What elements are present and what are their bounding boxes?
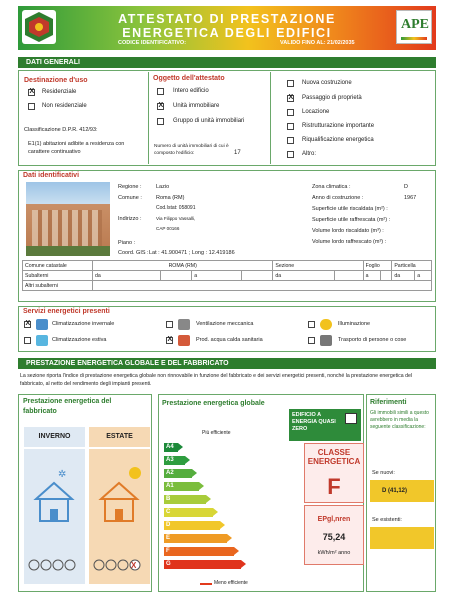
- regione-value: Lazio: [156, 184, 170, 190]
- nzeb-checkbox[interactable]: [345, 413, 357, 424]
- vent-checkbox[interactable]: [166, 321, 173, 328]
- header-banner: [18, 6, 436, 50]
- region-logo: [22, 10, 56, 44]
- intero-edificio-label: Intero edificio: [173, 88, 209, 94]
- indirizzo-value: Via Filippo Vassalli,: [156, 216, 196, 221]
- nzeb-box: EDIFICIO A ENERGIA QUASI ZERO: [289, 409, 361, 441]
- piu-efficiente-label: Più efficiente: [202, 430, 231, 436]
- trasporto-checkbox[interactable]: [308, 337, 315, 344]
- numero-unita-label: Numero di unità immobiliari di cui è composto l'edificio:: [154, 144, 229, 156]
- inverno-label: INVERNO: [24, 427, 85, 447]
- destinazione-title: Destinazione d'uso: [24, 77, 88, 84]
- ep-box: [304, 505, 364, 565]
- cap-value: CAP 00166: [156, 226, 180, 231]
- energy-class-f: F: [164, 547, 234, 556]
- numero-unita-value: 17: [234, 150, 241, 156]
- svg-text:✲: ✲: [58, 469, 67, 480]
- ep-unit: kWh/m² anno: [317, 550, 351, 556]
- gruppo-unita-checkbox[interactable]: [157, 118, 164, 125]
- dati-generali-bar: DATI GENERALI: [18, 57, 436, 68]
- cod-istat: Cod.Istat: 058091: [156, 205, 196, 211]
- locazione-checkbox[interactable]: [287, 109, 294, 116]
- riferimenti-desc: Gli immobili simili a questo avrebbero in media la seguente classificazione:: [370, 410, 429, 430]
- locazione-label: Locazione: [302, 109, 330, 115]
- riferimenti-title: Riferimenti: [370, 399, 407, 406]
- energy-class-a4: A4: [164, 443, 178, 452]
- estate-label: ESTATE: [89, 427, 150, 447]
- dati-identificativi-title: Dati identificativi: [23, 172, 80, 179]
- estate-panel: [89, 449, 150, 584]
- nuovi-value: D (41,12): [370, 480, 434, 502]
- passaggio-proprieta-label: Passaggio di proprietà: [302, 95, 362, 101]
- energy-class-c: C: [164, 508, 213, 517]
- energy-class-b: B: [164, 495, 206, 504]
- altro-checkbox[interactable]: [287, 151, 294, 158]
- ristrutturazione-label: Ristrutturazione importante: [302, 123, 375, 129]
- classe-box: [304, 443, 364, 503]
- comune-value: Roma (RM): [156, 195, 185, 201]
- prestazione-desc: La sezione riporta l'indice di prestazione energetica globale non rinnovabile in funzione del fabbricato e dei servizi energetici presenti, nonché la prestazione energetica del fabbricato, al netto del rendimento degli impianti presenti.: [20, 373, 413, 387]
- esistenti-value-box: [370, 527, 434, 549]
- clim-inv-checkbox[interactable]: [24, 321, 31, 328]
- winter-house-icon: [24, 449, 85, 584]
- energy-class-scale: [164, 443, 304, 578]
- acqua-checkbox[interactable]: [166, 337, 173, 344]
- fan-icon: [178, 319, 190, 330]
- prestazione-bar: PRESTAZIONE ENERGETICA GLOBALE E DEL FABBRICATO: [18, 358, 436, 369]
- coord-value: Lat : 41.900471 ; Long : 12.419186: [149, 250, 235, 256]
- ape-logo: APE: [396, 10, 432, 44]
- riqualificazione-label: Riqualificazione energetica: [302, 137, 374, 143]
- title-line2: ENERGETICA DEGLI EDIFICI: [122, 26, 332, 40]
- classe-value: F: [327, 474, 341, 499]
- classificazione-label: Classificazione D.P.R. 412/93:: [24, 127, 98, 133]
- residenziale-checkbox[interactable]: [28, 89, 35, 96]
- unita-immobiliare-checkbox[interactable]: [157, 103, 164, 110]
- fabbricato-title: Prestazione energetica del fabbricato: [23, 398, 112, 415]
- svg-text:X: X: [131, 561, 137, 570]
- energy-class-a1: A1: [164, 482, 199, 491]
- ac-icon: [36, 335, 48, 346]
- clim-est-checkbox[interactable]: [24, 337, 31, 344]
- catasto-table: Comune catastale ROMA (RM) Sezione Foglio Particella Subalterni da a da a da a Altri subalterni: [22, 260, 432, 291]
- codice-label: CODICE IDENTIFICATIVO:: [118, 40, 187, 46]
- gruppo-unita-label: Gruppo di unità immobiliari: [173, 118, 245, 124]
- globale-title: Prestazione energetica globale: [162, 400, 265, 407]
- altro-label: Altro:: [302, 151, 317, 157]
- building-photo: [26, 182, 110, 256]
- non-residenziale-label: Non residenziale: [42, 103, 87, 109]
- se-nuovi-label: Se nuovi:: [372, 470, 395, 476]
- summer-house-icon: [89, 449, 150, 584]
- energy-class-d: D: [164, 521, 220, 530]
- ristrutturazione-checkbox[interactable]: [287, 123, 294, 130]
- ep-value: 75,24: [322, 532, 346, 542]
- anno-value: 1967: [404, 195, 417, 201]
- nuova-costruzione-label: Nuova costruzione: [302, 80, 352, 86]
- meno-efficiente-label: Meno efficiente: [214, 580, 248, 586]
- unita-immobiliare-label: Unità immobiliare: [173, 103, 220, 109]
- nuova-costruzione-checkbox[interactable]: [287, 80, 294, 87]
- non-residenziale-checkbox[interactable]: [28, 103, 35, 110]
- se-esistenti-label: Se esistenti:: [372, 517, 402, 523]
- energy-class-e: E: [164, 534, 227, 543]
- passaggio-proprieta-checkbox[interactable]: [287, 95, 294, 102]
- faucet-icon: [178, 335, 190, 346]
- ep-label: EPgl,nren: [317, 516, 351, 523]
- energy-class-g: G: [164, 560, 241, 569]
- classe-label: CLASSE ENERGETICA: [307, 448, 361, 466]
- inverno-panel: [24, 449, 85, 584]
- zona-value: D: [404, 184, 408, 190]
- riqualificazione-checkbox[interactable]: [287, 137, 294, 144]
- title-line1: ATTESTATO DI PRESTAZIONE: [118, 12, 336, 26]
- oggetto-title: Oggetto dell'attestato: [153, 75, 225, 82]
- bulb-icon: [320, 319, 332, 330]
- energy-class-a2: A2: [164, 469, 192, 478]
- clim-inv-icon: [36, 319, 48, 330]
- illum-checkbox[interactable]: [308, 321, 315, 328]
- intero-edificio-checkbox[interactable]: [157, 88, 164, 95]
- servizi-title: Servizi energetici presenti: [23, 308, 110, 315]
- classificazione-value: E1(1) abitazioni adibite a residenza con carattere continuativo: [28, 141, 125, 155]
- energy-class-a3: A3: [164, 456, 185, 465]
- valido-label: VALIDO FINO AL: 21/02/2035: [280, 40, 355, 46]
- residenziale-label: Residenziale: [42, 89, 77, 95]
- elevator-icon: [320, 335, 332, 346]
